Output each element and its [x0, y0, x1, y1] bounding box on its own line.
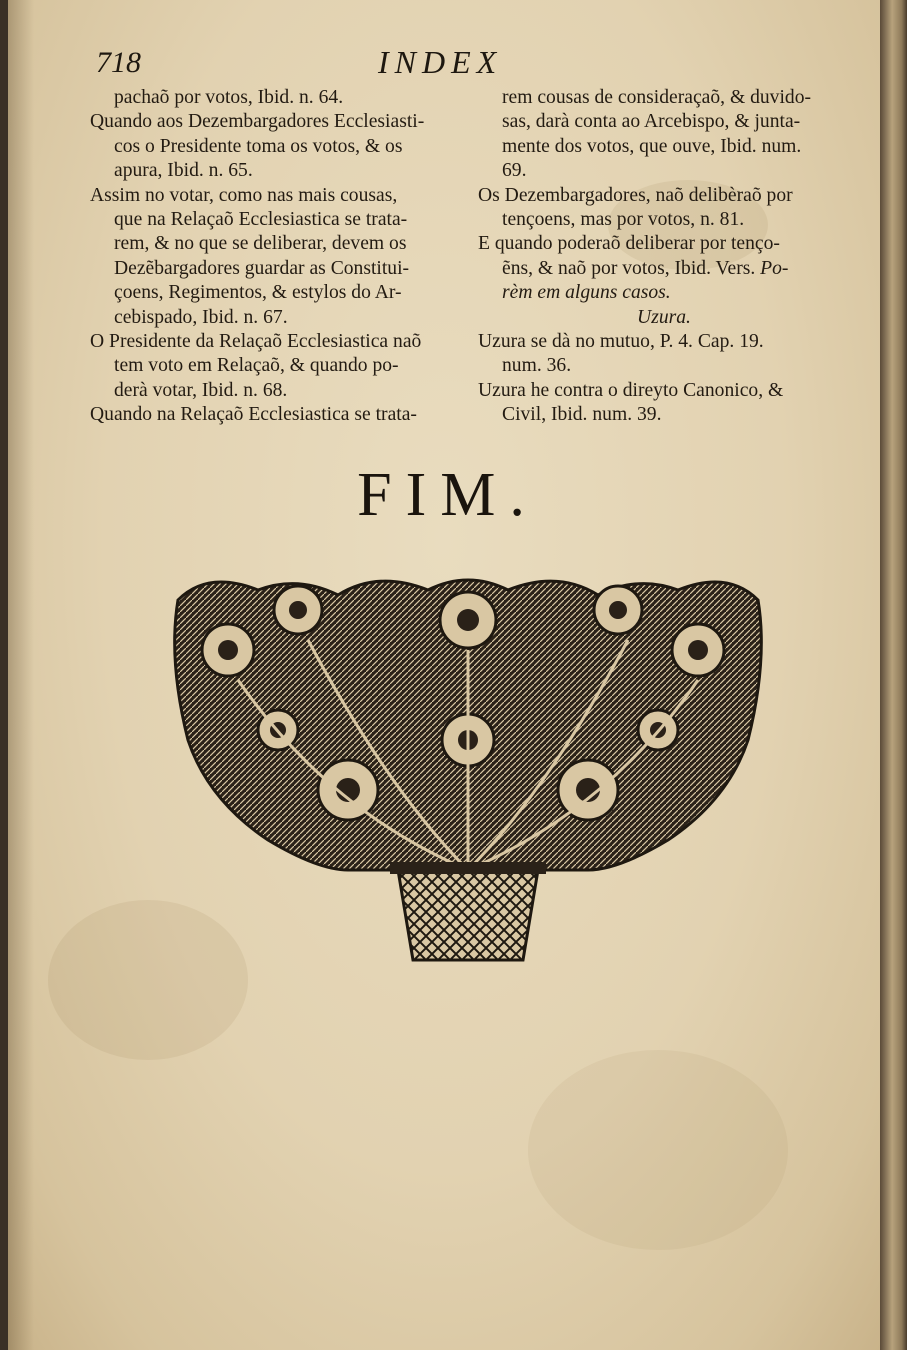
entry-line: tem voto em Relaçaõ, & quando po- — [114, 355, 399, 377]
index-entry — [90, 184, 462, 330]
right-column — [478, 86, 850, 428]
index-entry — [90, 86, 462, 110]
entry-line: pachaõ por votos, Ibid. n. 64. — [114, 87, 344, 108]
index-entry — [90, 330, 462, 403]
facing-page-edge — [880, 0, 907, 1350]
entry-italic: Po- — [760, 257, 789, 279]
entry-line: çoens, Regimentos, & estylos do Ar- — [114, 282, 402, 304]
index-entry — [478, 86, 850, 184]
entry-line: derà votar, Ibid. n. 68. — [114, 379, 288, 401]
entry-line: num. 36. — [502, 355, 572, 377]
index-entry — [90, 110, 462, 183]
entry-line: que na Relaçaõ Ecclesiastica se trata- — [114, 209, 408, 231]
entry-line: mente dos votos, que ouve, Ibid. num. — [502, 135, 802, 157]
fim-heading: FIM. — [357, 461, 539, 529]
entry-line: rem cousas de consideraçaõ, & duvido- — [502, 87, 812, 108]
section-heading: Uzura. — [637, 306, 691, 328]
foxing-stain — [528, 1050, 788, 1250]
left-column — [90, 86, 462, 428]
entry-line: Assim no votar, como nas mais cousas, — [90, 184, 398, 206]
running-title: INDEX — [378, 44, 503, 80]
entry-line: cos o Presidente toma os votos, & os — [114, 135, 403, 157]
entry-line: Uzura he contra o direyto Canonico, & — [478, 379, 784, 401]
entry-line: ẽns, & naõ por votos, Ibid. Vers. — [502, 257, 756, 279]
entry-line: O Presidente da Relaçaõ Ecclesiastica naõ — [90, 331, 422, 353]
flower-basket-ornament — [168, 570, 768, 970]
index-entry — [478, 184, 850, 233]
entry-line: Quando aos Dezembargadores Ecclesiasti- — [90, 111, 425, 133]
entry-line: Os Dezembargadores, naõ delibèraõ por — [478, 184, 793, 206]
entry-line: 69. — [502, 160, 527, 182]
entry-line: sas, darà conta ao Arcebispo, & junta- — [502, 111, 801, 133]
index-entry — [478, 330, 850, 379]
entry-line: Dezẽbargadores guardar as Constitui- — [114, 257, 410, 279]
entry-line: Uzura se dà no mutuo, P. 4. Cap. 19. — [478, 331, 764, 353]
entry-italic: rèm em alguns casos. — [502, 282, 671, 304]
entry-line: cebispado, Ibid. n. 67. — [114, 306, 288, 328]
index-entry — [478, 232, 850, 305]
book-page — [8, 0, 880, 1350]
page-number: 718 — [96, 46, 141, 79]
entry-line: Quando na Relaçaõ Ecclesiastica se trata- — [90, 404, 417, 426]
entry-line: Civil, Ibid. num. 39. — [502, 404, 662, 426]
entry-line: E quando poderaõ deliberar por tenço- — [478, 233, 780, 255]
index-entry — [90, 403, 462, 427]
entry-line: rem, & no que se deliberar, devem os — [114, 233, 407, 255]
entry-line: tençoens, mas por votos, n. 81. — [502, 209, 745, 231]
entry-line: apura, Ibid. n. 65. — [114, 160, 253, 182]
index-entry — [478, 379, 850, 428]
